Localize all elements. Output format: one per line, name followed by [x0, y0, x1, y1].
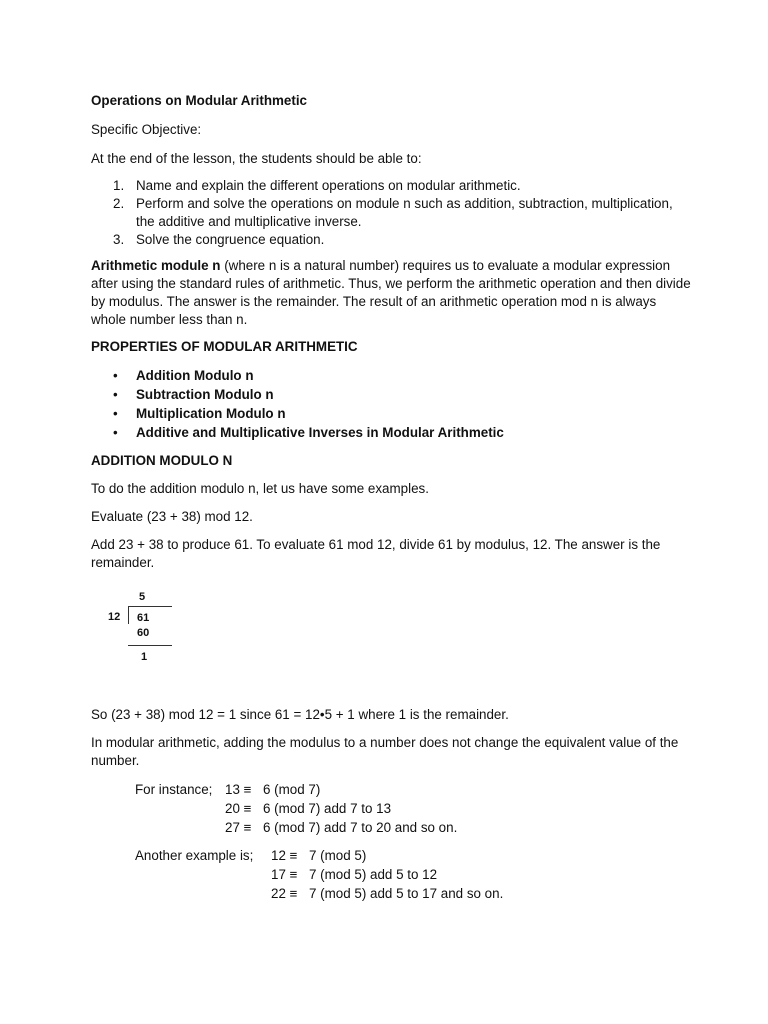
- division-divisor: 12: [108, 611, 121, 623]
- list-item: [91, 405, 691, 424]
- congruence-lhs: 20 ≡: [225, 801, 252, 816]
- list-item-text: Subtraction Modulo n: [136, 387, 274, 402]
- bullet-icon: •: [113, 387, 118, 402]
- list-item-text: Multiplication Modulo n: [136, 406, 286, 421]
- bullet-icon: •: [113, 406, 118, 421]
- objective-heading: Specific Objective:: [91, 122, 202, 137]
- document-title: Operations on Modular Arithmetic: [91, 93, 308, 108]
- list-item-text: Addition Modulo n: [136, 368, 254, 383]
- congruence-rhs: 6 (mod 7) add 7 to 20 and so on.: [263, 820, 458, 835]
- bullet-icon: •: [113, 368, 118, 383]
- congruence-lhs: 22 ≡: [271, 886, 298, 901]
- addition-intro: To do the addition modulo n, let us have some examples.: [91, 481, 429, 496]
- definition-paragraph: [91, 257, 691, 329]
- modulus-note: In modular arithmetic, adding the modulus to a number does not change the equivalent value of the number.: [91, 735, 679, 768]
- list-item-text: Solve the congruence equation.: [136, 232, 325, 247]
- list-item: [91, 367, 691, 386]
- long-division-figure: [104, 588, 184, 668]
- list-item: [91, 177, 691, 195]
- congruence-lhs: 27 ≡: [225, 820, 252, 835]
- list-item: [91, 231, 691, 249]
- list-item-text: Additive and Multiplicative Inverses in Modular Arithmetic: [136, 425, 504, 440]
- list-item: [91, 195, 691, 231]
- example-label: For instance;: [135, 782, 213, 797]
- properties-heading: PROPERTIES OF MODULAR ARITHMETIC: [91, 339, 358, 354]
- congruence-lhs: 12 ≡: [271, 848, 298, 863]
- congruence-rhs: 6 (mod 7): [263, 782, 321, 797]
- division-quotient: 5: [139, 591, 146, 603]
- list-number: 2.: [113, 196, 125, 211]
- congruence-example-2: [135, 846, 585, 906]
- definition-text: (where n is a natural number) requires us to evaluate a modular expression after using the standard rules of arithmetic. Thus, we perform the arithmetic operation and then divide by modulus. The answer is the remainder. The result of an arithmetic operation mod n is always whole number less than n.: [91, 258, 691, 327]
- addition-heading: ADDITION MODULO N: [91, 453, 233, 468]
- list-number: 1.: [113, 178, 125, 193]
- division-dividend: 61: [137, 612, 150, 624]
- list-number: 3.: [113, 232, 125, 247]
- objectives-list: [91, 177, 691, 249]
- list-item: [91, 424, 691, 443]
- congruence-rhs: 7 (mod 5) add 5 to 17 and so on.: [309, 886, 504, 901]
- definition-term: Arithmetic module n: [91, 258, 221, 273]
- congruence-rhs: 7 (mod 5): [309, 848, 367, 863]
- congruence-example-1: [135, 780, 535, 840]
- result-text: So (23 + 38) mod 12 = 1 since 61 = 12•5 + 1 where 1 is the remainder.: [91, 707, 509, 722]
- list-item-text: Perform and solve the operations on module n such as addition, subtraction, multiplication, the additive and multiplicative inverse.: [136, 196, 673, 229]
- congruence-lhs: 13 ≡: [225, 782, 252, 797]
- division-bracket: [128, 606, 129, 624]
- objective-intro: At the end of the lesson, the students should be able to:: [91, 151, 422, 166]
- congruence-rhs: 6 (mod 7) add 7 to 13: [263, 801, 392, 816]
- division-remainder: 1: [141, 651, 148, 663]
- evaluate-text: Evaluate (23 + 38) mod 12.: [91, 509, 253, 524]
- properties-list: [91, 367, 691, 443]
- congruence-lhs: 17 ≡: [271, 867, 298, 882]
- list-item: [91, 386, 691, 405]
- congruence-rhs: 7 (mod 5) add 5 to 12: [309, 867, 438, 882]
- subtraction-line: [128, 645, 172, 646]
- example-label: Another example is;: [135, 848, 254, 863]
- division-product: 60: [137, 627, 150, 639]
- explanation-text: Add 23 + 38 to produce 61. To evaluate 61 mod 12, divide 61 by modulus, 12. The answer is the remainder.: [91, 537, 661, 570]
- list-item-text: Name and explain the different operations on modular arithmetic.: [136, 178, 521, 193]
- bullet-icon: •: [113, 425, 118, 440]
- division-bar: [128, 606, 172, 607]
